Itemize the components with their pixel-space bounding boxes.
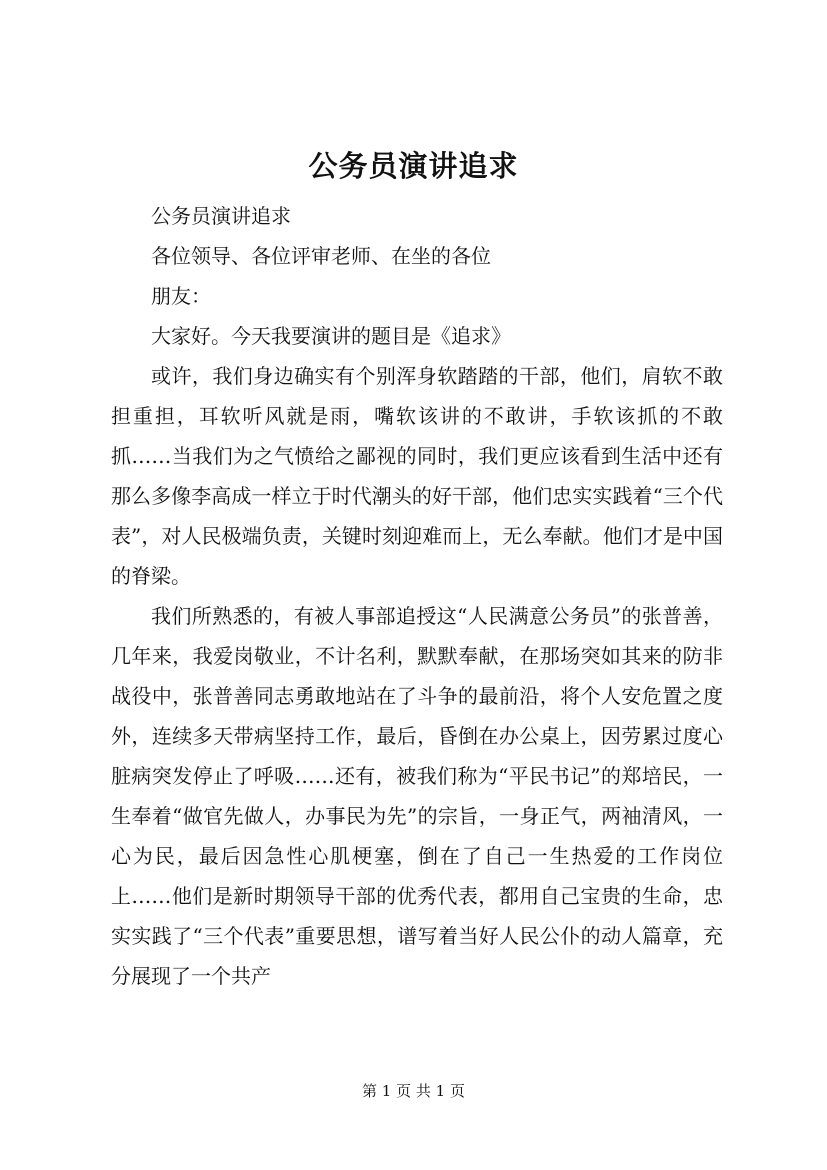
page-footer: 第 1 页 共 1 页 [362, 1082, 465, 1100]
document-body [111, 196, 723, 996]
paragraph: 公务员演讲追求 [151, 204, 291, 228]
paragraph: 各位领导、各位评审老师、在坐的各位 [151, 244, 491, 268]
paragraph: 或许，我们身边确实有个别浑身软踏踏的干部，他们，肩软不敢担重担，耳软听风就是雨，嘴软该讲的不敢讲，手软该抓的不敢抓……当我们为之气愤给之鄙视的同时，我们更应该看到生活中还有那么多像李高成一样立于时代潮头的好干部，他们忠实实践着“三个代表”，对人民极端负责，关键时刻迎难而上，无么奉献。他们才是中国的脊梁。 [111, 364, 723, 588]
paragraph: 我们所熟悉的，有被人事部追授这“人民满意公务员”的张普善，几年来，我爱岗敬业，不计名利，默默奉献，在那场突如其来的防非战役中，张普善同志勇敢地站在了斗争的最前沿，将个人安危置之度外，连续多天带病坚持工作，最后，昏倒在办公桌上，因劳累过度心脏病突发停止了呼吸……还有，被我们称为“平民书记”的郑培民，一生奉着“做官先做人，办事民为先”的宗旨，一身正气，两袖清风，一心为民，最后因急性心肌梗塞，倒在了自己一生热爱的工作岗位上……他们是新时期领导干部的优秀代表，都用自己宝贵的生命，忠实实践了“三个代表”重要思想，谱写着当好人民公仆的动人篇章，充分展现了一个共产 [111, 604, 723, 988]
paragraph: 朋友： [151, 284, 211, 308]
paragraph: 大家好。今天我要演讲的题目是《追求》 [151, 324, 511, 348]
document-title: 公务员演讲追求 [308, 149, 519, 183]
